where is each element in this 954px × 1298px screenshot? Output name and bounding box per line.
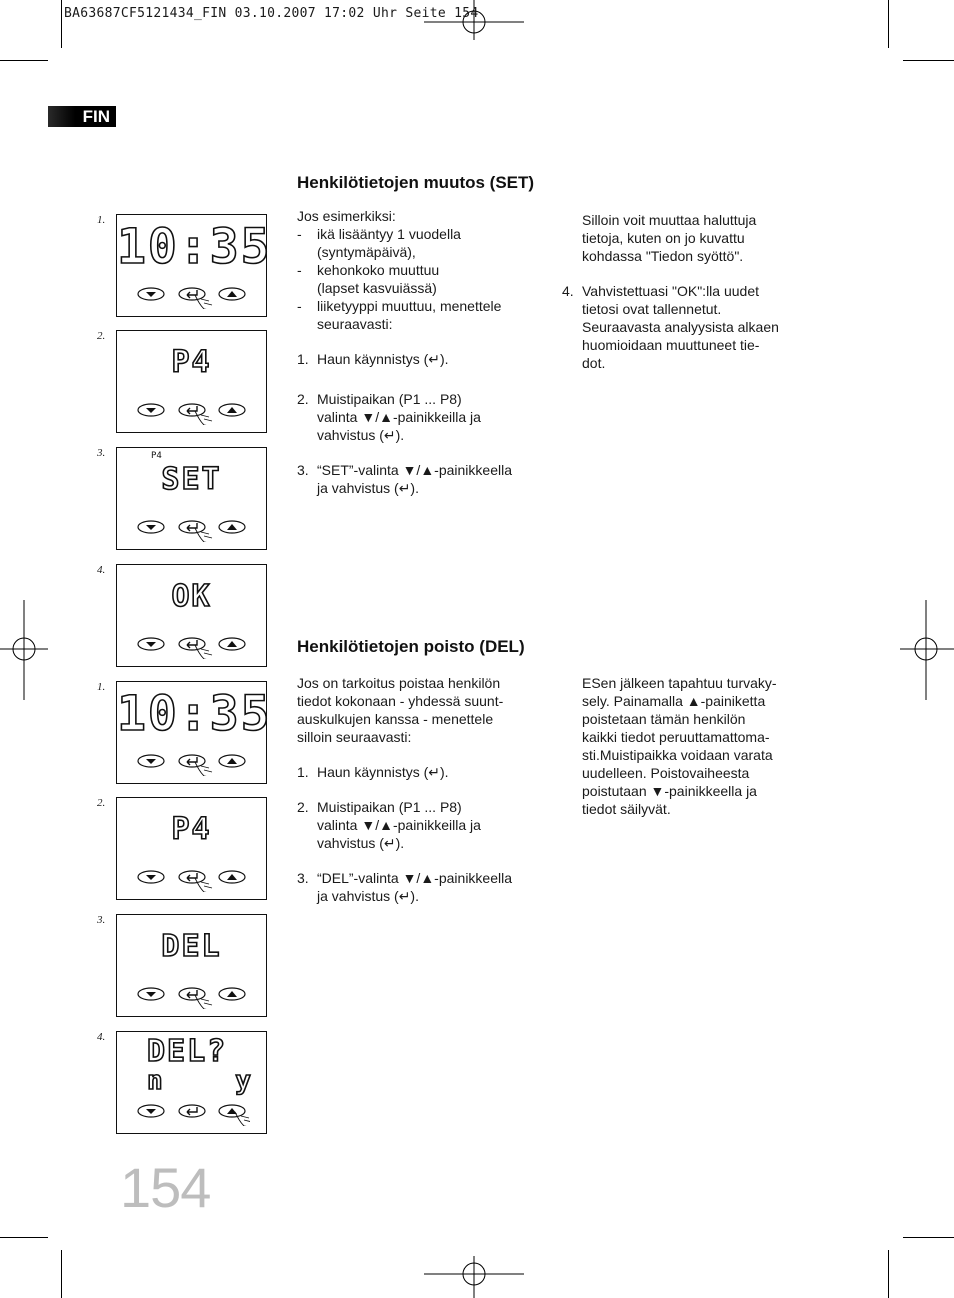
step-item: 3. “DEL”-valinta ▼/▲-painikkeella ja vahvistus (↵). [297, 870, 513, 904]
crop-mark [61, 0, 62, 48]
lcd-display-text: 10:35 [117, 686, 272, 742]
bullet-item: - kehonkoko muuttuu (lapset kasvuiässä) [297, 262, 440, 296]
lcd-display-text: OK [171, 579, 212, 614]
language-tag: FIN [48, 106, 116, 127]
step-item: 2. Muistipaikan (P1 ... P8) valinta ▼/▲-painikkeilla ja vahvistus (↵). [297, 799, 481, 851]
del-right-column: ESen jälkeen tapahtuu turvaky- sely. Painamalla ▲-painiketta poistetaan tämän henkilön kaikki tiedot peruuttamattoma- sti.Muistipaikka voidaan varata uudelleen. Poistovaiheesta poistutaan ▼-painikkeella ja tiedot säilyvät. [582, 675, 777, 817]
lcd-display-line2: n y [147, 1066, 253, 1096]
device-display-panel [116, 564, 267, 667]
device-display-panel [116, 214, 272, 317]
registration-mark-bottom [424, 1256, 524, 1298]
device-display-panel [116, 914, 267, 1017]
crop-mark [903, 60, 954, 61]
step-item: 1. Haun käynnistys (↵). [297, 351, 449, 367]
page-number: 154 [120, 1156, 211, 1219]
enter-button-icon [179, 288, 205, 300]
panel-step-number: 1. [97, 681, 106, 693]
crop-mark [888, 1250, 889, 1298]
set-instructions [297, 207, 557, 497]
enter-button-icon [179, 988, 205, 1000]
device-display-panel [116, 681, 272, 784]
panel-step-number: 3. [97, 447, 106, 459]
enter-button-icon [179, 755, 205, 767]
step-item: 2. Muistipaikan (P1 ... P8) valinta ▼/▲-painikkeilla ja vahvistus (↵). [297, 391, 481, 443]
enter-button-icon [179, 1105, 205, 1117]
lcd-display-text: 10:35 [117, 219, 272, 275]
del-instructions: Jos on tarkoitus poistaa henkilön tiedot kokonaan - yhdessä suunt- auskulkujen kanssa - menettele silloin seuraavasti: 1. Haun käynnistys (↵). 2. Muistipaikan (P1 ... P8) valinta ▼/▲-painikkeilla ja vahvistus (↵). 3. “DEL”-valinta ▼/▲-painikkeella ja vahvistus (↵). [297, 674, 557, 905]
section-title-del: Henkilötietojen poisto (DEL) [297, 637, 525, 656]
crop-mark [61, 1250, 62, 1298]
print-slug: BA63687CF5121434_FIN 03.10.2007 17:02 Uhr Seite 154 [64, 6, 479, 21]
crop-mark [903, 1237, 954, 1238]
enter-button-icon [179, 871, 205, 883]
device-button-row [135, 987, 250, 1009]
device-button-row [135, 1104, 250, 1126]
step-item: 4. Vahvistettuasi "OK":lla uudet tietosi ovat tallennetut. Seuraavasta analyysista alkaen huomioidaan muuttuneet tie- dot. [562, 283, 779, 371]
bullet-item: - ikä lisääntyy 1 vuodella (syntymäpäivä), [297, 226, 461, 260]
crop-mark [0, 1237, 48, 1238]
enter-button-icon [179, 404, 205, 416]
device-button-row [135, 870, 250, 892]
device-button-row [135, 520, 250, 542]
lcd-display-text: P4 [171, 345, 212, 380]
registration-mark-right [900, 600, 954, 700]
set-right-column: Silloin voit muuttaa haluttuja tietoja, kuten on jo kuvattu kohdassa "Tiedon syöttö". 4. Vahvistettuasi "OK":lla uudet tietosi ovat tallennetut. Seuraavasta analyysista alkaen huomioidaan muuttuneet tie- dot. [562, 211, 812, 372]
device-button-row [135, 287, 250, 309]
device-button-row [135, 403, 250, 425]
panel-step-number: 4. [97, 564, 106, 576]
lcd-display-text: P4 [171, 812, 212, 847]
panel-step-number: 3. [97, 914, 106, 926]
lcd-display-text: SET [161, 462, 222, 497]
device-display-panel [116, 1031, 267, 1134]
section-title-set: Henkilötietojen muutos (SET) [297, 173, 535, 192]
lcd-display-text: DEL? [147, 1034, 228, 1069]
set-intro: Jos esimerkiksi: [297, 208, 396, 224]
device-display-panel [116, 797, 267, 900]
bullet-item: - liiketyyppi muuttuu, menettele seuraavasti: [297, 298, 502, 332]
lcd-memory-indicator: P4 [151, 451, 162, 461]
step-item: 3. “SET”-valinta ▼/▲-painikkeella ja vahvistus (↵). [297, 462, 512, 496]
device-button-row [135, 637, 250, 659]
panel-step-number: 2. [97, 797, 106, 809]
device-display-panel [116, 330, 267, 433]
registration-mark-left [0, 600, 48, 700]
panel-step-number: 4. [97, 1031, 106, 1043]
enter-button-icon [179, 638, 205, 650]
panel-step-number: 1. [97, 214, 106, 226]
panel-step-number: 2. [97, 330, 106, 342]
crop-mark [0, 60, 48, 61]
step-item: 1. Haun käynnistys (↵). [297, 764, 449, 780]
device-display-panel [116, 447, 267, 550]
enter-button-icon [179, 521, 205, 533]
crop-mark [888, 0, 889, 48]
lcd-display-text: DEL [161, 929, 222, 964]
device-button-row [135, 754, 250, 776]
